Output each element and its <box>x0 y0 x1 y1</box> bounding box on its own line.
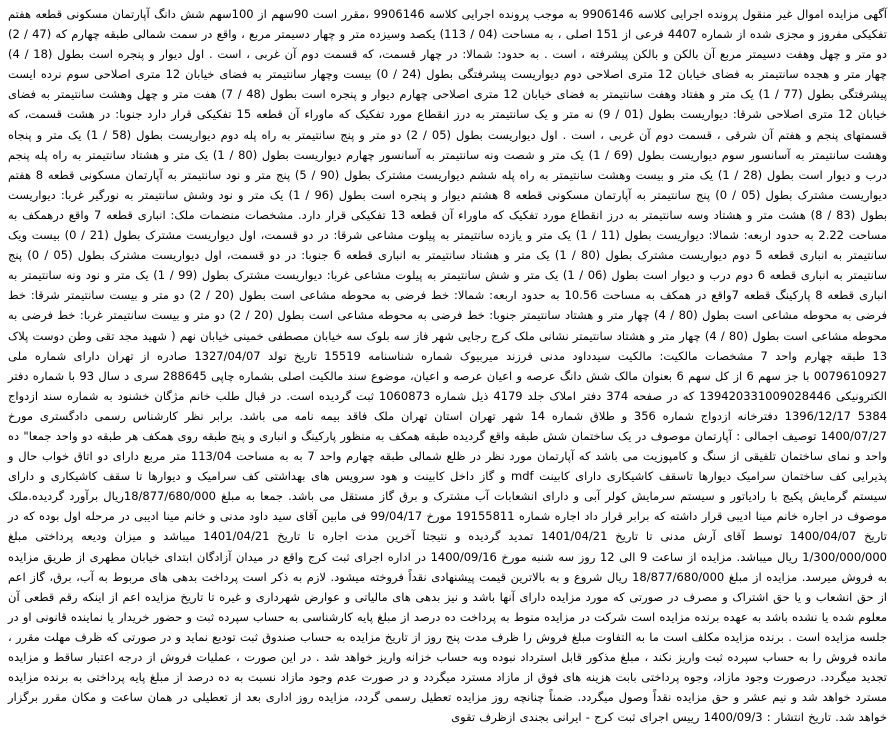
auction-notice-body: آگهی مزایده اموال غیر منقول پرونده اجرایی کلاسه 9906146 به موجب پرونده اجرایی کلاسه 9906146 ،مقرر است 90سهم از 100سهم شش دانگ آپارتمان مسکونی قطعه هفتم تفکیکی مفروز و مجزی شده از شماره 4407 فرعی از 151 اصلی ، به مساحت (04 / 113) یکصد وسیزده متر و چهار دسیمتر مربع ، واقع در سمت شمالی طبقه چهارم که (47 / 2) دو متر و چهل وهفت دسیمتر مربع آن بالکن و بالکن پیشرفته ، است . به حدود: شمالا: در چهار قسمت، که قسمت دوم آن غربی ، است . اول دیوار و پنجره است بطول (18 / 4) چهار متر و هجده سانتیمتر به فضای خیابان 12 متری اصلاحی دوم دیواریست پیشرفتگی بطول (24 / 0) بیست وچهار سانتیمتر به فضای خیابان 12 متری اصلاحی سوم نرده ایست پیشرفتگی بطول (77 / 1) یک متر و هفتاد وهفت سانتیمتر به فضای خیابان 12 متری اصلاحی چهارم دیوار و پنجره است بطول (48 / 7) هفت متر و چهل وهشت سانتیمتر به فضای خیابان 12 متری اصلاحی شرقا: دیواریست بطول (01 / 9) نه متر و یک سانتیمتر به درز انقطاع مورد تفکیک که ماوراء آن قطعه 15 تفکیکی قرار دارد جنوبا: در هشت قسمت، که قسمتهای پنجم و هفتم آن شرقی ، قسمت دوم آن غربی ، است . اول دیواریست بطول (05 / 2) دو متر و پنج سانتیمتر به راه پله دوم دیواریست بطول (58 / 1) یک متر و پنجاه وهشت سانتیمتر به آسانسور سوم دیواریست بطول (69 / 1) یک متر و شصت ونه سانتیمتر به آسانسور چهارم دیواریست بطول (80 / 1) یک متر و هشتاد سانتیمتر به راه پله پنجم درب و دیوار است بطول (28 / 1) یک متر و بیست وهشت سانتیمتر به راه پله ششم دیواریست مشترک بطول (90 / 5) پنج متر و نود سانتیمتر به آپارتمان مسکونی قطعه 8 هفتم دیواریست مشترک بطول (05 / 0) پنج سانتیمتر به آپارتمان مسکونی قطعه 8 هشتم دیوار و پنجره است بطول (96 / 1) یک متر و نود وشش سانتیمتر به نورگیر غربا: دیواریست بطول (83 / 8) هشت متر و هشتاد وسه سانتیمتر به درز انقطاع مورد تفکیک که ماوراء آن قطعه 13 تفکیکی قرار دارد. مشخصات منضمات ملک: انباری قطعه 7 واقع درهمکف به مساحت 2.22 به حدود اربعه: شمالا: دیواریست بطول (11 / 1) یک متر و یازده سانتیمتر به پیلوت مشاعی شرقا: در دو قسمت، اول دیواریست مشترک بطول (21 / 0) بیست ویک سانتیمتر به انباری قطعه 5 دوم دیواریست مشترک بطول (80 / 1) یک متر و هشتاد سانتیمتر به انباری قطعه 6 جنوبا: در دو قسمت، اول دیواریست مشترک بطول (05 / 0) پنج سانتیمتر به انباری قطعه 6 دوم درب و دیوار است بطول (06 / 1) یک متر و شش سانتیمتر به پیلوت مشاعی غربا: دیواریست مشترک بطول (99 / 1) یک متر و نود ونه سانتیمتر به انباری قطعه 8 پارکینگ قطعه 7واقع در همکف به مساحت 10.56 به حدود اربعه: شمالا: خط فرضی به محوطه مشاعی است بطول (20 / 2) دو متر و بیست سانتیمتر شرقا: خط فرضی به محوطه مشاعی است بطول (80 / 4) چهار متر و هشتاد سانتیمتر جنوبا: خط فرضی به محوطه مشاعی است بطول (20 / 2) دو متر و بیست سانتیمتر غربا: خط فرضی به محوطه مشاعی است بطول (80 / 4) چهار متر و هشتاد سانتیمتر نشانی ملک کرج رجایی شهر فاز سه بلوک سه خیابان مصطفی خمینی خیابان نهم ( شهید مجد تقی وطن دوست پلاک 13 طبقه چهارم واحد 7 مشخصات مالکیت: مالکیت سیدداود مدنی فرزند میربیوک شماره شناسنامه 15519 تاریخ تولد 1327/04/07 صادره از تهران دارای شماره ملی 0079610927 با جز سهم 6 از کل سهم 6 بعنوان مالک شش دانگ عرصه و اعیان عرصه و اعیان، موضوع سند مالکیت اصلی بشماره چاپی 288645 سری د سال 93 با شماره دفتر الکترونیکی 139420331009028446 که در صفحه 374 دفتر املاک جلد 4179 ذیل شماره 1060873 ثبت گردیده است. در قبال طلب خانم مژگان خشنود به شماره سند ازدواج 5384 1396/12/17 دفترخانه ازدواج شماره 356 و طلاق شماره 14 شهر تهران استان تهران ملک فاقد بیمه نامه می باشد. برابر نظر کارشناس رسمی دادگستری مورخ 1400/07/27 توصیف اجمالی : آپارتمان موصوف در یک ساختمان شش طبقه واقع گردیده طبقه همکف به منظور پارکینگ و انباری و پنج طبقه روی همکف هر طبقه دو واحد جمعا" ده واحد و نمای ساختمان تلفیقی از سنگ و کامپوزیت می باشد که آپارتمان مورد نظر در ظلع شمالی طبقه چهارم واحد 7 به به مساحت 113/04 متر مربع دارای دو اتاق خواب حال و پذیرایی کف ساختمان سرامیک دیوارها تاسقف کاشیکاری دارای کابینت mdf و گاز داخل کابینت و هود سرویس های بهداشتی کف سرامیک و دیوارها تا سقف کاشیکاری و دارای سیستم گرمایش پکیج با رادیاتور و سیستم سرمایش کولر آبی و دارای انشعابات آب مشترک و برق گاز مستقل می باشد. جمعا به مبلغ 18/877/680/000ریال برآورد گردیده.ملک موصوف در اجاره خانم مینا ادیبی قرار داشته که برابر قرار داد اجاره شماره 19155811 مورخ 99/04/17 فی مابین آقای سید داود مدنی و خانم مینا ادیبی در مرحله اول بوده که در تاریخ 1400/04/07 توسط آقای آرش مدنی تا تاریخ 1401/04/21 تمدید گردیده و نتیجتا آخرین مدت اجاره تا تاریخ 1401/04/21 میباشد و میزان ودیعه پرداختی مبلغ 1/300/000/000 ریال میباشد. مزایده از ساعت 9 الی 12 روز سه شنبه مورخ 1400/09/16 در اداره اجرای ثبت کرج واقع در میدان آزادگان ابتدای خیابان مطهری از طریق مزایده به فروش میرسد. مزایده از مبلغ 18/877/680/000 ریال شروع و به بالاترین قیمت پیشنهادی نقداً فروخته میشود. لازم به ذکر است پرداخت بدهی های مربوط به آب، برق، گاز اعم از حق انشعاب و یا حق اشتراک و مصرف در صورتی که مورد مزایده دارای آنها باشد و نیز بدهی های مالیاتی و عوارض شهرداری و غیره تا تاریخ مزایده اعم از اینکه رقم قطعی آن معلوم شده یا نشده باشد به عهده برنده مزایده است شرکت در مزایده منوط به پرداخت ده درصد از مبلغ پایه کارشناسی به حساب سپرده ثبت و حضور خریدار یا نماینده قانونی او در جلسه مزایده است . برنده مزایده مکلف است ما به التفاوت مبلغ فروش را ظرف مدت پنج روز از تاریخ مزایده به حساب صندوق ثبت تودیع نماید و در صورتی که ظرف مهلت مقرر ، مانده فروش را به حساب سپرده ثبت واریز نکند ، مبلغ مذکور قابل استرداد نبوده وبه حساب خزانه واریز خواهد شد . در این صورت ، عملیات فروش از درجه اعتبار ساقط و مزایده تجدید میگردد. درصورت وجود مازاد، وجوه پرداختی بابت هزینه های فوق از مازاد مسترد میگردد و در صورت عدم وجود مازاد نسبت به ده درصد از مبلغ پایه پرداختی به برنده مزایده مسترد خواهد شد و نیم عشر و حق مزایده نقداً وصول میگردد. ضمناً چنانچه روز مزایده تعطیل رسمی گردد، مزایده روز اداری بعد از تعطیلی در همان ساعت و مکان مقرر برگزار خواهد شد. تاریخ انتشار : 1400/09/3 رییس اجرای ثبت کرج - ایرانی بجندی ازظرف تقوی <box>8 7 888 725</box>
